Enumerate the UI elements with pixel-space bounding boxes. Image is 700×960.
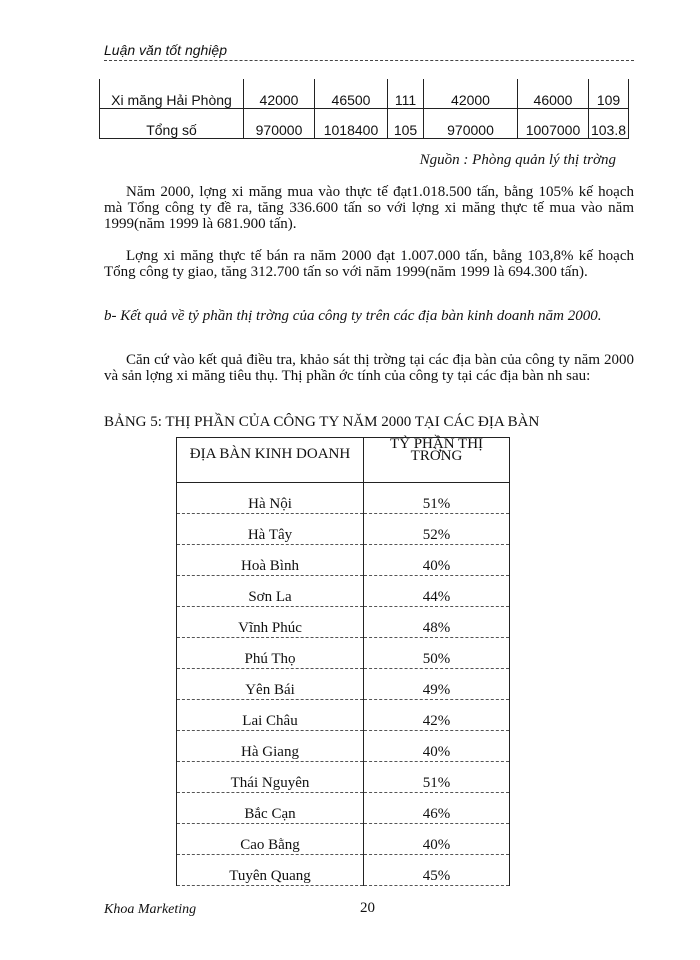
region-cell: Lai Châu xyxy=(177,700,364,731)
share-cell: 51% xyxy=(364,483,510,514)
table-cell: 970000 xyxy=(244,109,315,139)
footer-department: Khoa Marketing xyxy=(104,902,197,917)
share-cell: 49% xyxy=(364,669,510,700)
region-cell: Yên Bái xyxy=(177,669,364,700)
share-cell: 40% xyxy=(364,731,510,762)
region-cell: Sơn La xyxy=(177,576,364,607)
header-rule xyxy=(104,60,634,61)
region-cell: Hà Giang xyxy=(177,731,364,762)
share-cell: 42% xyxy=(364,700,510,731)
table-row xyxy=(177,576,510,607)
running-header: Luận văn tốt nghiệp xyxy=(104,42,227,58)
region-cell: Thái Nguyên xyxy=(177,762,364,793)
paragraph-survey: Căn cứ vào kết quả điều tra, khảo sát thị trờng tại các địa bàn của công ty năm 2000 và sản lợng xi măng tiêu thụ. Thị phần ớc tính của công ty tại các địa bàn nh sau: xyxy=(104,352,634,384)
table-row xyxy=(177,731,510,762)
table-cell: 46500 xyxy=(315,79,388,109)
region-cell: Bắc Cạn xyxy=(177,793,364,824)
table-row xyxy=(177,669,510,700)
share-cell: 48% xyxy=(364,607,510,638)
share-cell: 52% xyxy=(364,514,510,545)
market-share-table xyxy=(176,437,510,886)
sales-table-fragment xyxy=(99,79,629,139)
table-cell: 103.8 xyxy=(589,109,629,139)
share-cell: 51% xyxy=(364,762,510,793)
region-cell: Hoà Bình xyxy=(177,545,364,576)
share-cell: 46% xyxy=(364,793,510,824)
region-cell: Phú Thọ xyxy=(177,638,364,669)
table-row xyxy=(177,762,510,793)
table-row xyxy=(177,824,510,855)
table-row xyxy=(100,109,629,139)
share-cell: 40% xyxy=(364,545,510,576)
source-note: Nguồn : Phòng quản lý thị trờng xyxy=(419,152,616,168)
table-cell: 109 xyxy=(589,79,629,109)
region-cell: Hà Nội xyxy=(177,483,364,514)
table-header-row xyxy=(177,438,510,483)
table-cell: 42000 xyxy=(424,79,518,109)
share-cell: 50% xyxy=(364,638,510,669)
table-cell: Tổng số xyxy=(100,109,244,139)
table-row xyxy=(177,793,510,824)
table-cell: 970000 xyxy=(424,109,518,139)
region-cell: Tuyên Quang xyxy=(177,855,364,886)
paragraph-purchases: Năm 2000, lợng xi măng mua vào thực tế đạt1.018.500 tấn, bằng 105% kế hoạch mà Tổng công ty đề ra, tăng 336.600 tấn so với lợng xi măng thực tế mua vào năm 1999(năm 1999 là 681.900 tấn). xyxy=(104,184,634,232)
table-cell: 1007000 xyxy=(518,109,589,139)
table-row xyxy=(177,700,510,731)
table-row xyxy=(177,483,510,514)
table-row xyxy=(177,855,510,886)
table-cell: 42000 xyxy=(244,79,315,109)
table-row xyxy=(177,514,510,545)
table-cell: Xi măng Hải Phòng xyxy=(100,79,244,109)
share-cell: 45% xyxy=(364,855,510,886)
share-cell: 44% xyxy=(364,576,510,607)
paragraph-sales: Lợng xi măng thực tế bán ra năm 2000 đạt 1.007.000 tấn, bằng 103,8% kế hoạch Tổng công ty giao, tăng 312.700 tấn so với năm 1999(năm 1999 là 694.300 tấn). xyxy=(104,248,634,280)
table-row xyxy=(177,638,510,669)
region-cell: Cao Bằng xyxy=(177,824,364,855)
region-cell: Vĩnh Phúc xyxy=(177,607,364,638)
table-row xyxy=(100,79,629,109)
table-cell: 105 xyxy=(388,109,424,139)
section-heading: b- Kết quả về tỷ phần thị trờng của công ty trên các địa bàn kinh doanh năm 2000. xyxy=(104,308,602,324)
table-row xyxy=(177,545,510,576)
table-title: BẢNG 5: THỊ PHẦN CỦA CÔNG TY NĂM 2000 TẠI CÁC ĐỊA BÀN xyxy=(104,414,540,430)
column-header: TỶ PHẦN THỊ TRỜNG xyxy=(364,438,510,483)
share-cell: 40% xyxy=(364,824,510,855)
region-cell: Hà Tây xyxy=(177,514,364,545)
table-cell: 1018400 xyxy=(315,109,388,139)
table-cell: 111 xyxy=(388,79,424,109)
table-row xyxy=(177,607,510,638)
table-cell: 46000 xyxy=(518,79,589,109)
page-number: 20 xyxy=(360,900,375,916)
column-header: ĐỊA BÀN KINH DOANH xyxy=(177,438,364,483)
